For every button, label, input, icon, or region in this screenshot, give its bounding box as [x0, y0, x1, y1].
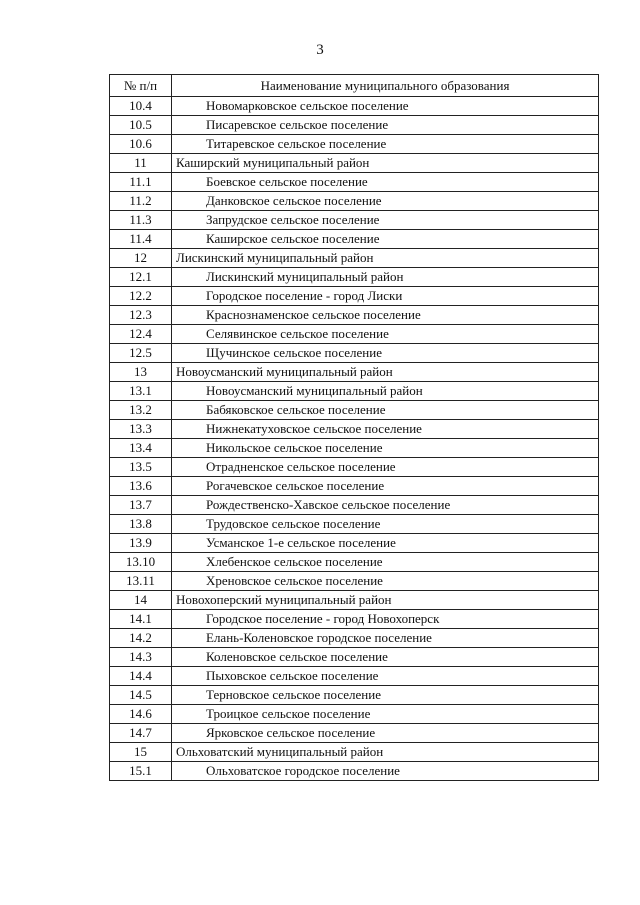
table-row [110, 439, 599, 458]
table-row [110, 97, 599, 116]
district-name: Ольховатский муниципальный район [172, 743, 599, 762]
table-row [110, 306, 599, 325]
header-name: Наименование муниципального образования [172, 75, 599, 97]
row-number: 11.4 [110, 230, 172, 249]
municipality-name: Ольховатское городское поселение [172, 762, 599, 781]
district-name: Лискинский муниципальный район [172, 249, 599, 268]
table-row [110, 325, 599, 344]
table-row [110, 667, 599, 686]
municipality-name: Елань-Коленовское городское поселение [172, 629, 599, 648]
table-row [110, 344, 599, 363]
table-row [110, 135, 599, 154]
municipality-name: Троицкое сельское поселение [172, 705, 599, 724]
row-number: 12.1 [110, 268, 172, 287]
municipality-name: Бабяковское сельское поселение [172, 401, 599, 420]
row-number: 13.3 [110, 420, 172, 439]
row-number: 14.6 [110, 705, 172, 724]
table-row [110, 648, 599, 667]
municipality-name: Нижнекатуховское сельское поселение [172, 420, 599, 439]
municipality-name: Новомарковское сельское поселение [172, 97, 599, 116]
municipality-name: Боевское сельское поселение [172, 173, 599, 192]
row-number: 11.1 [110, 173, 172, 192]
municipality-name: Трудовское сельское поселение [172, 515, 599, 534]
municipality-name: Селявинское сельское поселение [172, 325, 599, 344]
row-number: 12.5 [110, 344, 172, 363]
row-number: 10.6 [110, 135, 172, 154]
row-number: 14 [110, 591, 172, 610]
table-row [110, 458, 599, 477]
row-number: 11.3 [110, 211, 172, 230]
municipality-name: Ярковское сельское поселение [172, 724, 599, 743]
municipality-name: Данковское сельское поселение [172, 192, 599, 211]
table-row [110, 477, 599, 496]
municipality-name: Запрудское сельское поселение [172, 211, 599, 230]
row-number: 12.2 [110, 287, 172, 306]
row-number: 11.2 [110, 192, 172, 211]
table-row [110, 572, 599, 591]
row-number: 12.4 [110, 325, 172, 344]
municipality-name: Городское поселение - город Лиски [172, 287, 599, 306]
table-body [110, 97, 599, 781]
row-number: 13.1 [110, 382, 172, 401]
table-row [110, 363, 599, 382]
table-row [110, 762, 599, 781]
table-row [110, 705, 599, 724]
municipality-name: Городское поселение - город Новохоперск [172, 610, 599, 629]
municipality-name: Терновское сельское поселение [172, 686, 599, 705]
row-number: 13.6 [110, 477, 172, 496]
municipality-name: Щучинское сельское поселение [172, 344, 599, 363]
table-row [110, 515, 599, 534]
table-row [110, 230, 599, 249]
district-name: Каширский муниципальный район [172, 154, 599, 173]
row-number: 15 [110, 743, 172, 762]
row-number: 13 [110, 363, 172, 382]
row-number: 10.5 [110, 116, 172, 135]
municipality-name: Хреновское сельское поселение [172, 572, 599, 591]
row-number: 14.1 [110, 610, 172, 629]
district-name: Новоусманский муниципальный район [172, 363, 599, 382]
municipality-name: Рождественско-Хавское сельское поселение [172, 496, 599, 515]
table-row [110, 116, 599, 135]
row-number: 13.4 [110, 439, 172, 458]
table-row [110, 743, 599, 762]
row-number: 13.5 [110, 458, 172, 477]
row-number: 11 [110, 154, 172, 173]
table-row [110, 154, 599, 173]
table-row [110, 496, 599, 515]
table-header-row [110, 75, 599, 97]
table-row [110, 173, 599, 192]
header-number: № п/п [110, 75, 172, 97]
table-row [110, 553, 599, 572]
row-number: 14.5 [110, 686, 172, 705]
row-number: 13.8 [110, 515, 172, 534]
municipality-name: Писаревское сельское поселение [172, 116, 599, 135]
municipality-name: Хлебенское сельское поселение [172, 553, 599, 572]
row-number: 14.7 [110, 724, 172, 743]
municipality-name: Лискинский муниципальный район [172, 268, 599, 287]
municipality-name: Коленовское сельское поселение [172, 648, 599, 667]
municipality-name: Каширское сельское поселение [172, 230, 599, 249]
table-row [110, 192, 599, 211]
row-number: 14.3 [110, 648, 172, 667]
municipality-name: Пыховское сельское поселение [172, 667, 599, 686]
row-number: 12.3 [110, 306, 172, 325]
municipality-name: Отрадненское сельское поселение [172, 458, 599, 477]
row-number: 15.1 [110, 762, 172, 781]
table-row [110, 420, 599, 439]
row-number: 13.11 [110, 572, 172, 591]
municipality-name: Усманское 1-е сельское поселение [172, 534, 599, 553]
table-row [110, 591, 599, 610]
municipality-name: Никольское сельское поселение [172, 439, 599, 458]
municipality-name: Рогачевское сельское поселение [172, 477, 599, 496]
row-number: 13.9 [110, 534, 172, 553]
row-number: 13.10 [110, 553, 172, 572]
table-row [110, 610, 599, 629]
table-row [110, 382, 599, 401]
row-number: 12 [110, 249, 172, 268]
table-row [110, 724, 599, 743]
table-row [110, 401, 599, 420]
municipality-name: Новоусманский муниципальный район [172, 382, 599, 401]
row-number: 14.4 [110, 667, 172, 686]
row-number: 13.2 [110, 401, 172, 420]
table-row [110, 287, 599, 306]
table-row [110, 211, 599, 230]
municipalities-table [109, 74, 599, 781]
municipality-name: Краснознаменское сельское поселение [172, 306, 599, 325]
municipality-name: Титаревское сельское поселение [172, 135, 599, 154]
district-name: Новохоперский муниципальный район [172, 591, 599, 610]
row-number: 14.2 [110, 629, 172, 648]
row-number: 13.7 [110, 496, 172, 515]
table-row [110, 268, 599, 287]
table-row [110, 629, 599, 648]
table-row [110, 686, 599, 705]
page-number: 3 [316, 42, 324, 58]
row-number: 10.4 [110, 97, 172, 116]
table-row [110, 534, 599, 553]
table-row [110, 249, 599, 268]
